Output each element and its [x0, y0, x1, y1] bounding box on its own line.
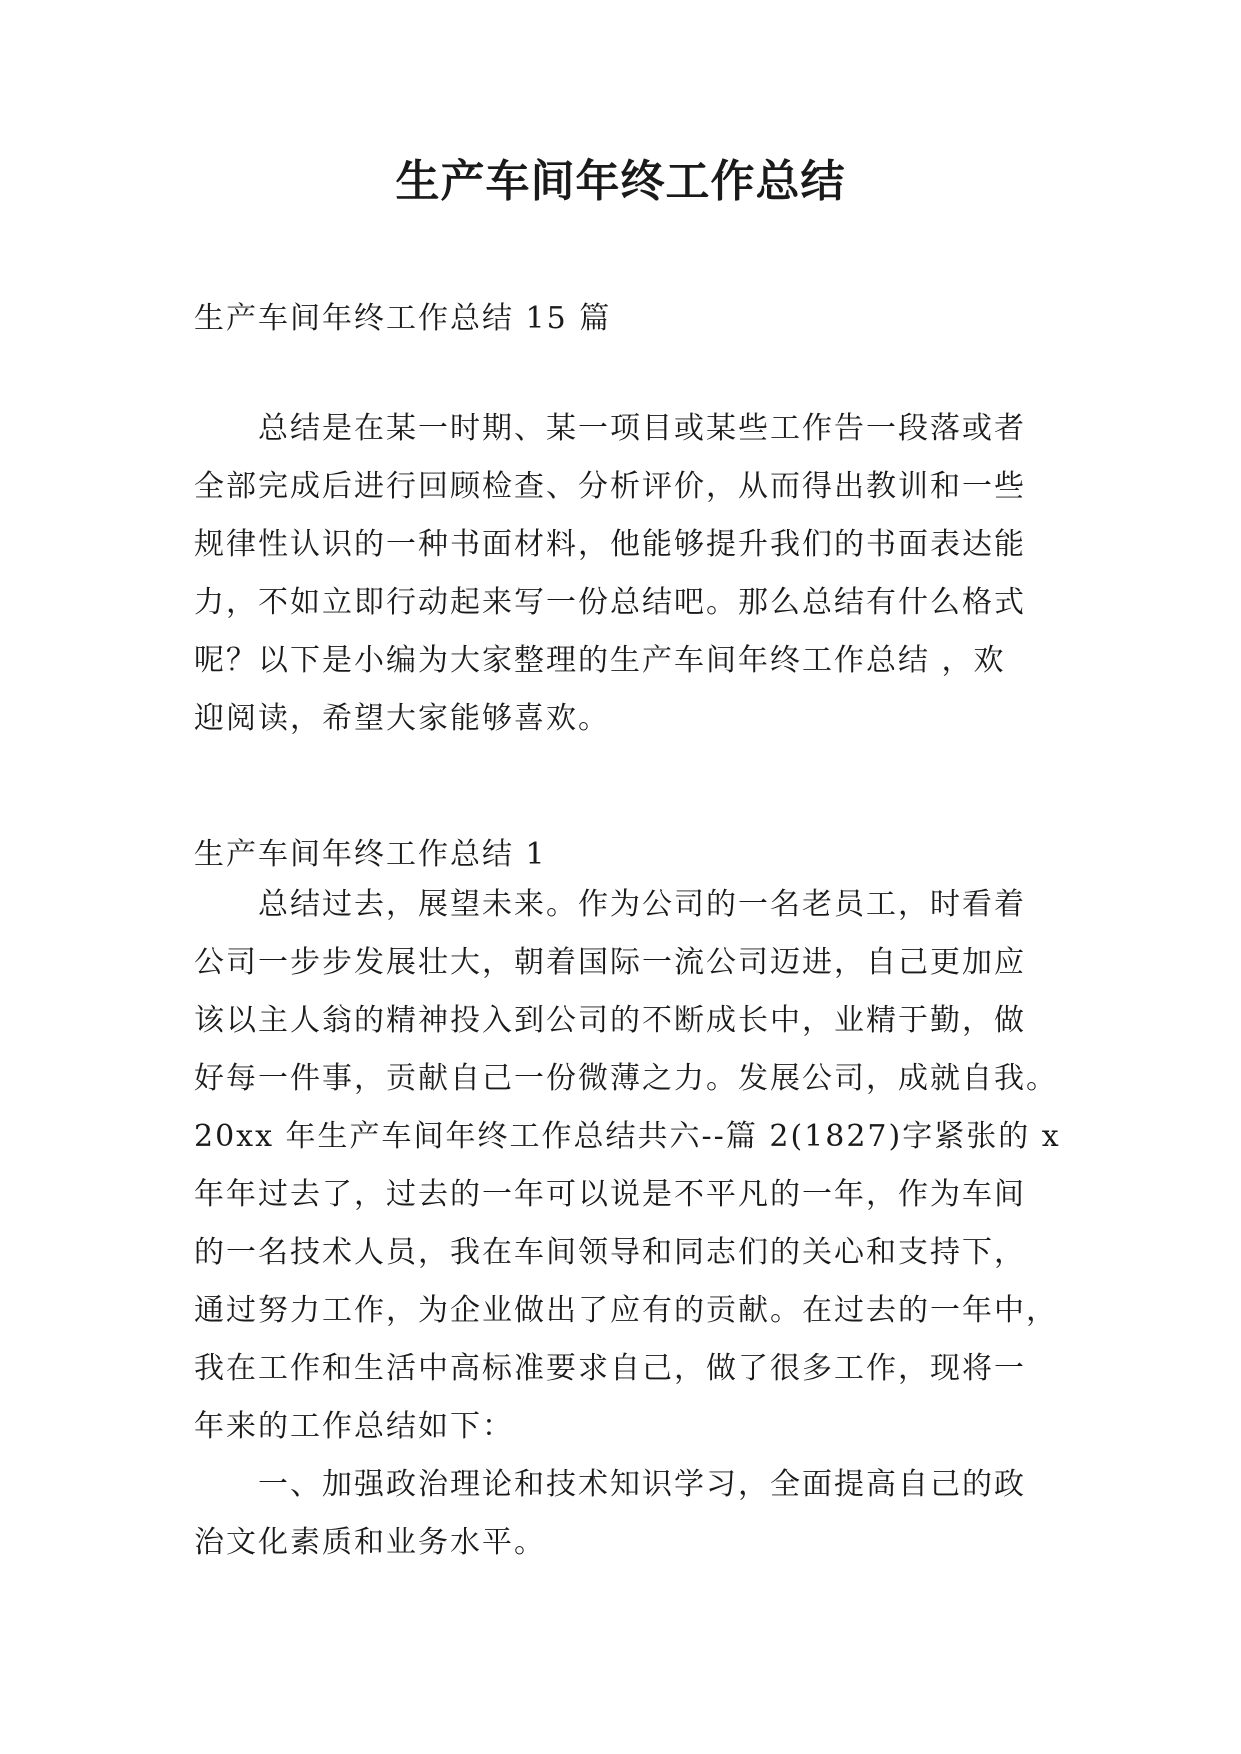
paragraph-line: 我在工作和生活中高标准要求自己，做了很多工作，现将一 — [194, 1351, 1026, 1386]
paragraph-line: 年年过去了，过去的一年可以说是不平凡的一年，作为车间 — [194, 1177, 1026, 1212]
paragraph-line: 公司一步步发展壮大，朝着国际一流公司迈进，自己更加应 — [194, 945, 1026, 980]
paragraph-line: 呢？以下是小编为大家整理的生产车间年终工作总结 ，欢 — [194, 643, 1006, 678]
paragraph-line: 全部完成后进行回顾检查、分析评价，从而得出教训和一些 — [194, 469, 1026, 504]
paragraph-line: 通过努力工作，为企业做出了应有的贡献。在过去的一年中， — [194, 1293, 1058, 1328]
paragraph-line: 迎阅读，希望大家能够喜欢。 — [194, 701, 610, 736]
paragraph-line: 年来的工作总结如下： — [194, 1409, 514, 1444]
paragraph-line: 一、加强政治理论和技术知识学习，全面提高自己的政 — [194, 1467, 1026, 1502]
paragraph-line: 的一名技术人员，我在车间领导和同志们的关心和支持下， — [194, 1235, 1026, 1270]
paragraph-line: 治文化素质和业务水平。 — [194, 1525, 546, 1560]
paragraph-line: 该以主人翁的精神投入到公司的不断成长中，业精于勤，做 — [194, 1003, 1026, 1038]
paragraph-line: 20xx 年生产车间年终工作总结共六--篇 2(1827)字紧张的 x — [194, 1119, 1061, 1154]
document-title: 生产车间年终工作总结 — [395, 156, 846, 207]
paragraph-line: 总结过去，展望未来。作为公司的一名老员工，时看着 — [194, 887, 1026, 922]
intro-paragraph — [194, 400, 1054, 748]
paragraph-line: 好每一件事，贡献自己一份微薄之力。发展公司，成就自我。 — [194, 1061, 1058, 1096]
paragraph-line: 总结是在某一时期、某一项目或某些工作告一段落或者 — [194, 411, 1026, 446]
paragraph-line: 力，不如立即行动起来写一份总结吧。那么总结有什么格式 — [194, 585, 1026, 620]
paragraph-line: 规律性认识的一种书面材料，他能够提升我们的书面表达能 — [194, 527, 1026, 562]
section-paragraph — [194, 876, 1061, 1572]
document-subtitle: 生产车间年终工作总结 15 篇 — [194, 301, 612, 336]
section-heading: 生产车间年终工作总结 1 — [194, 837, 547, 872]
